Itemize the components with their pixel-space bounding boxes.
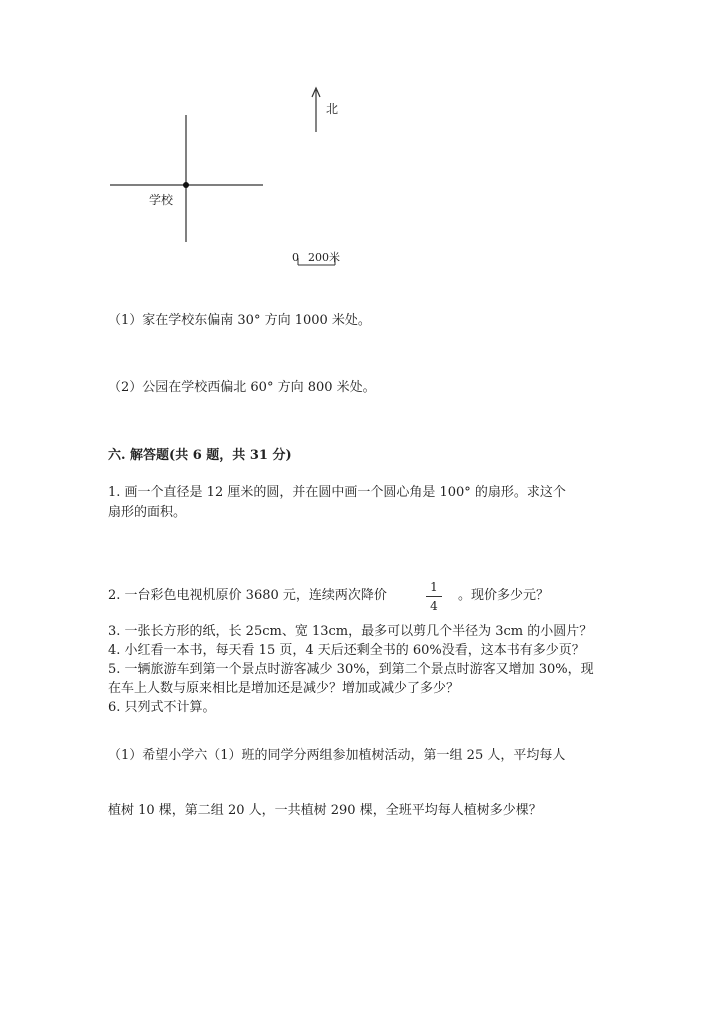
fraction-bar	[426, 596, 442, 597]
sub-question-1-line-2: 植树 10 棵，第二组 20 人，一共植树 290 棵，全班平均每人植树多少棵？	[108, 803, 542, 818]
question-5-line-2: 在车上人数与原来相比是增加还是减少？增加或减少了多少？	[108, 681, 460, 696]
scale-zero-label: 0	[292, 251, 299, 264]
fraction-numerator: 1	[430, 580, 438, 594]
school-label: 学校	[149, 193, 174, 207]
fraction-denominator: 4	[430, 599, 438, 613]
question-5-line-1: 5. 一辆旅游车到第一个景点时游客减少 30%，到第二个景点时游客又增加 30%，现	[108, 662, 594, 677]
map-question-1: （1）家在学校东偏南 30° 方向 1000 米处。	[108, 313, 371, 328]
question-1-line-1: 1. 画一个直径是 12 厘米的圆，并在圆中画一个圆心角是 100° 的扇形。求这个	[108, 485, 566, 500]
question-3: 3. 一张长方形的纸，长 25cm、宽 13cm，最多可以剪几个半径为 3cm 的小圆片？	[108, 624, 593, 639]
question-2-prefix: 2. 一台彩色电视机原价 3680 元，连续两次降价	[108, 588, 387, 603]
question-6: 6. 只列式不计算。	[108, 700, 216, 715]
fraction-one-quarter	[426, 580, 442, 613]
north-arrow-icon	[312, 88, 320, 132]
question-4: 4. 小红看一本书，每天看 15 页，4 天后还剩全书的 60%没看，这本书有多少页？	[108, 643, 585, 658]
section-heading: 六. 解答题(共 6 题，共 31 分)	[108, 448, 292, 463]
question-2-suffix: 。现价多少元？	[458, 588, 550, 603]
sub-question-1-line-1: （1）希望小学六（1）班的同学分两组参加植树活动，第一组 25 人，平均每人	[108, 748, 566, 763]
map-diagram	[0, 0, 720, 300]
map-question-2: （2）公园在学校西偏北 60° 方向 800 米处。	[108, 380, 376, 395]
north-label: 北	[326, 102, 339, 116]
school-point	[183, 182, 189, 188]
question-1-line-2: 扇形的面积。	[108, 505, 187, 520]
scale-distance-label: 200米	[308, 251, 340, 264]
